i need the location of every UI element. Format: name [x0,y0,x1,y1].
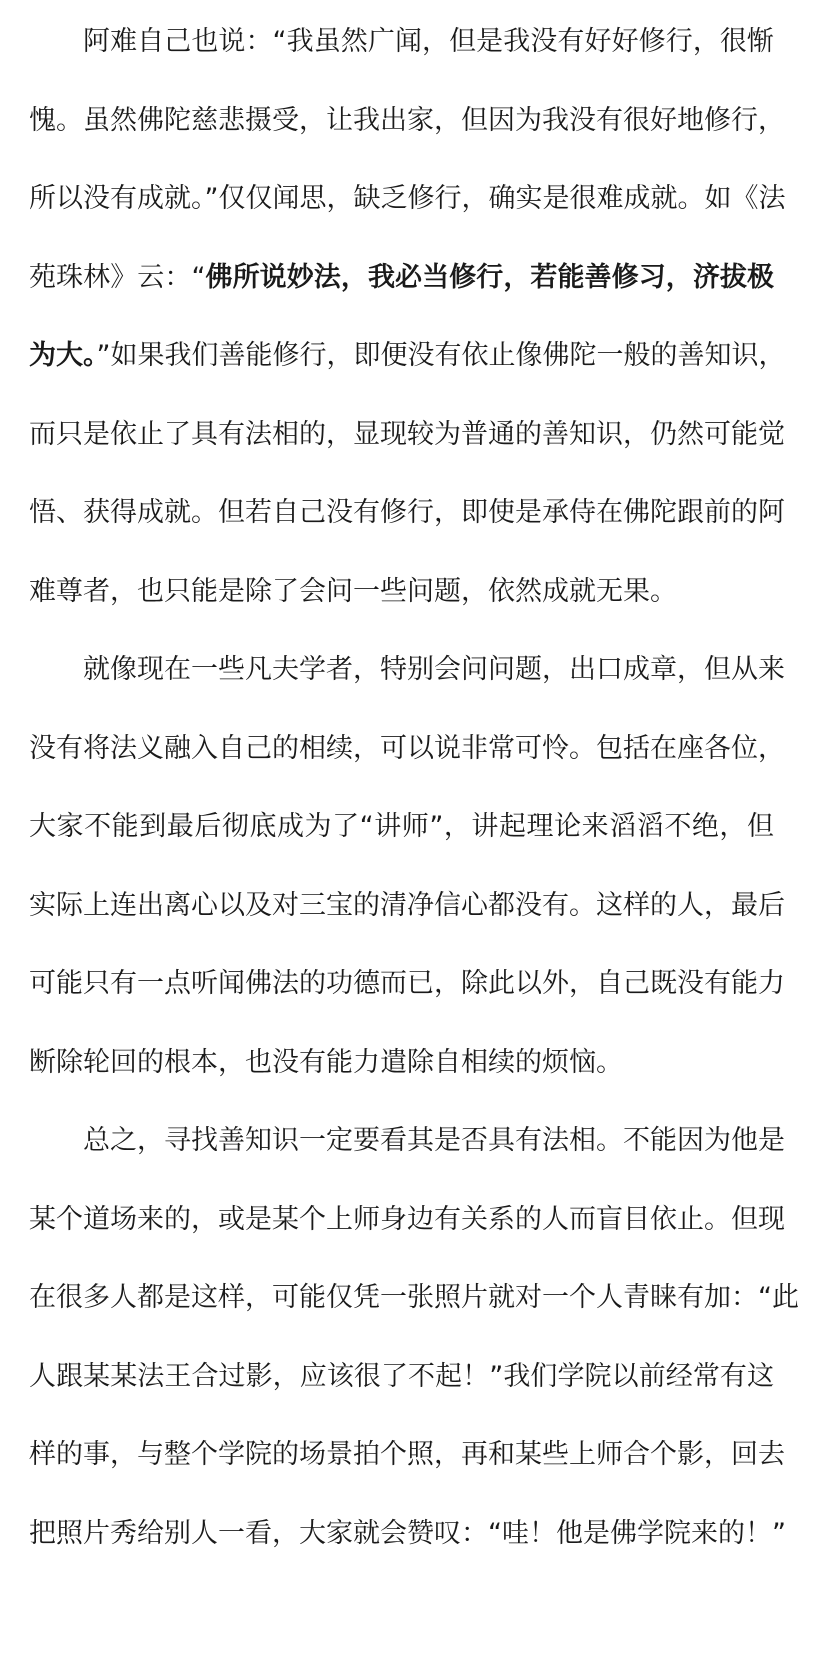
text-line [29,22,774,62]
text-line [29,572,677,612]
text-segment: 实际上连出离心以及对三宝的清净信心都没有。这样的人，最后 [29,890,785,921]
text-segment: 某个道场来的，或是某个上师身边有关系的人而盲目依止。但现 [29,1204,785,1235]
text-segment: 苑珠林》云：“ [29,262,206,293]
text-segment: 悟、获得成就。但若自己没有修行，即使是承侍在佛陀跟前的阿 [29,497,785,528]
bold-quote-text: 为大。 [29,340,97,371]
text-segment: 样的事，与整个学院的场景拍个照，再和某些上师合个影，回去 [29,1439,785,1470]
text-line [29,1514,786,1554]
text-segment: 在很多人都是这样，可能仅凭一张照片就对一个人青睐有加：“此 [29,1282,799,1313]
text-line [29,729,785,769]
text-line [29,964,785,1004]
text-line [29,886,785,926]
text-segment: 把照片秀给别人一看，大家就会赞叹：“哇！他是佛学院来的！” [29,1518,786,1549]
text-segment: ”如果我们善能修行，即便没有依止像佛陀一般的善知识， [96,340,786,371]
text-line [29,258,774,298]
text-line [29,1278,799,1318]
text-segment: 断除轮回的根本，也没有能力遣除自相续的烦恼。 [29,1047,623,1078]
text-segment: 阿难自己也说：“我虽然广闻，但是我没有好好修行，很惭 [83,26,774,57]
text-line [29,1435,785,1475]
bold-quote-text: 佛所说妙法，我必当修行，若能善修习，济拔极 [205,262,774,293]
text-line [29,1200,785,1240]
text-segment: 愧。虽然佛陀慈悲摄受，让我出家，但因为我没有很好地修行， [29,105,785,136]
text-segment: 人跟某某法王合过影，应该很了不起！”我们学院以前经常有这 [29,1361,774,1392]
text-segment: 可能只有一点听闻佛法的功德而已，除此以外，自己既没有能力 [29,968,785,999]
text-line [29,493,785,533]
text-line [29,415,785,455]
text-segment: 所以没有成就。”仅仅闻思，缺乏修行，确实是很难成就。如《法 [29,183,786,214]
text-segment: 而只是依止了具有法相的，显现较为普通的善知识，仍然可能觉 [29,419,785,450]
text-segment: 没有将法义融入自己的相续，可以说非常可怜。包括在座各位， [29,733,785,764]
text-line [29,179,786,219]
text-line [29,336,786,376]
text-line [29,807,774,847]
text-segment: 总之，寻找善知识一定要看其是否具有法相。不能因为他是 [83,1125,785,1156]
text-segment: 难尊者，也只能是除了会问一些问题，依然成就无果。 [29,576,677,607]
text-line [29,1043,623,1083]
text-line [29,1121,785,1161]
text-segment: 就像现在一些凡夫学者，特别会问问题，出口成章，但从来 [83,654,785,685]
text-line [29,101,785,141]
text-segment: 大家不能到最后彻底成为了“讲师”，讲起理论来滔滔不绝，但 [29,811,774,842]
text-line [29,1357,774,1397]
text-line [29,650,785,690]
